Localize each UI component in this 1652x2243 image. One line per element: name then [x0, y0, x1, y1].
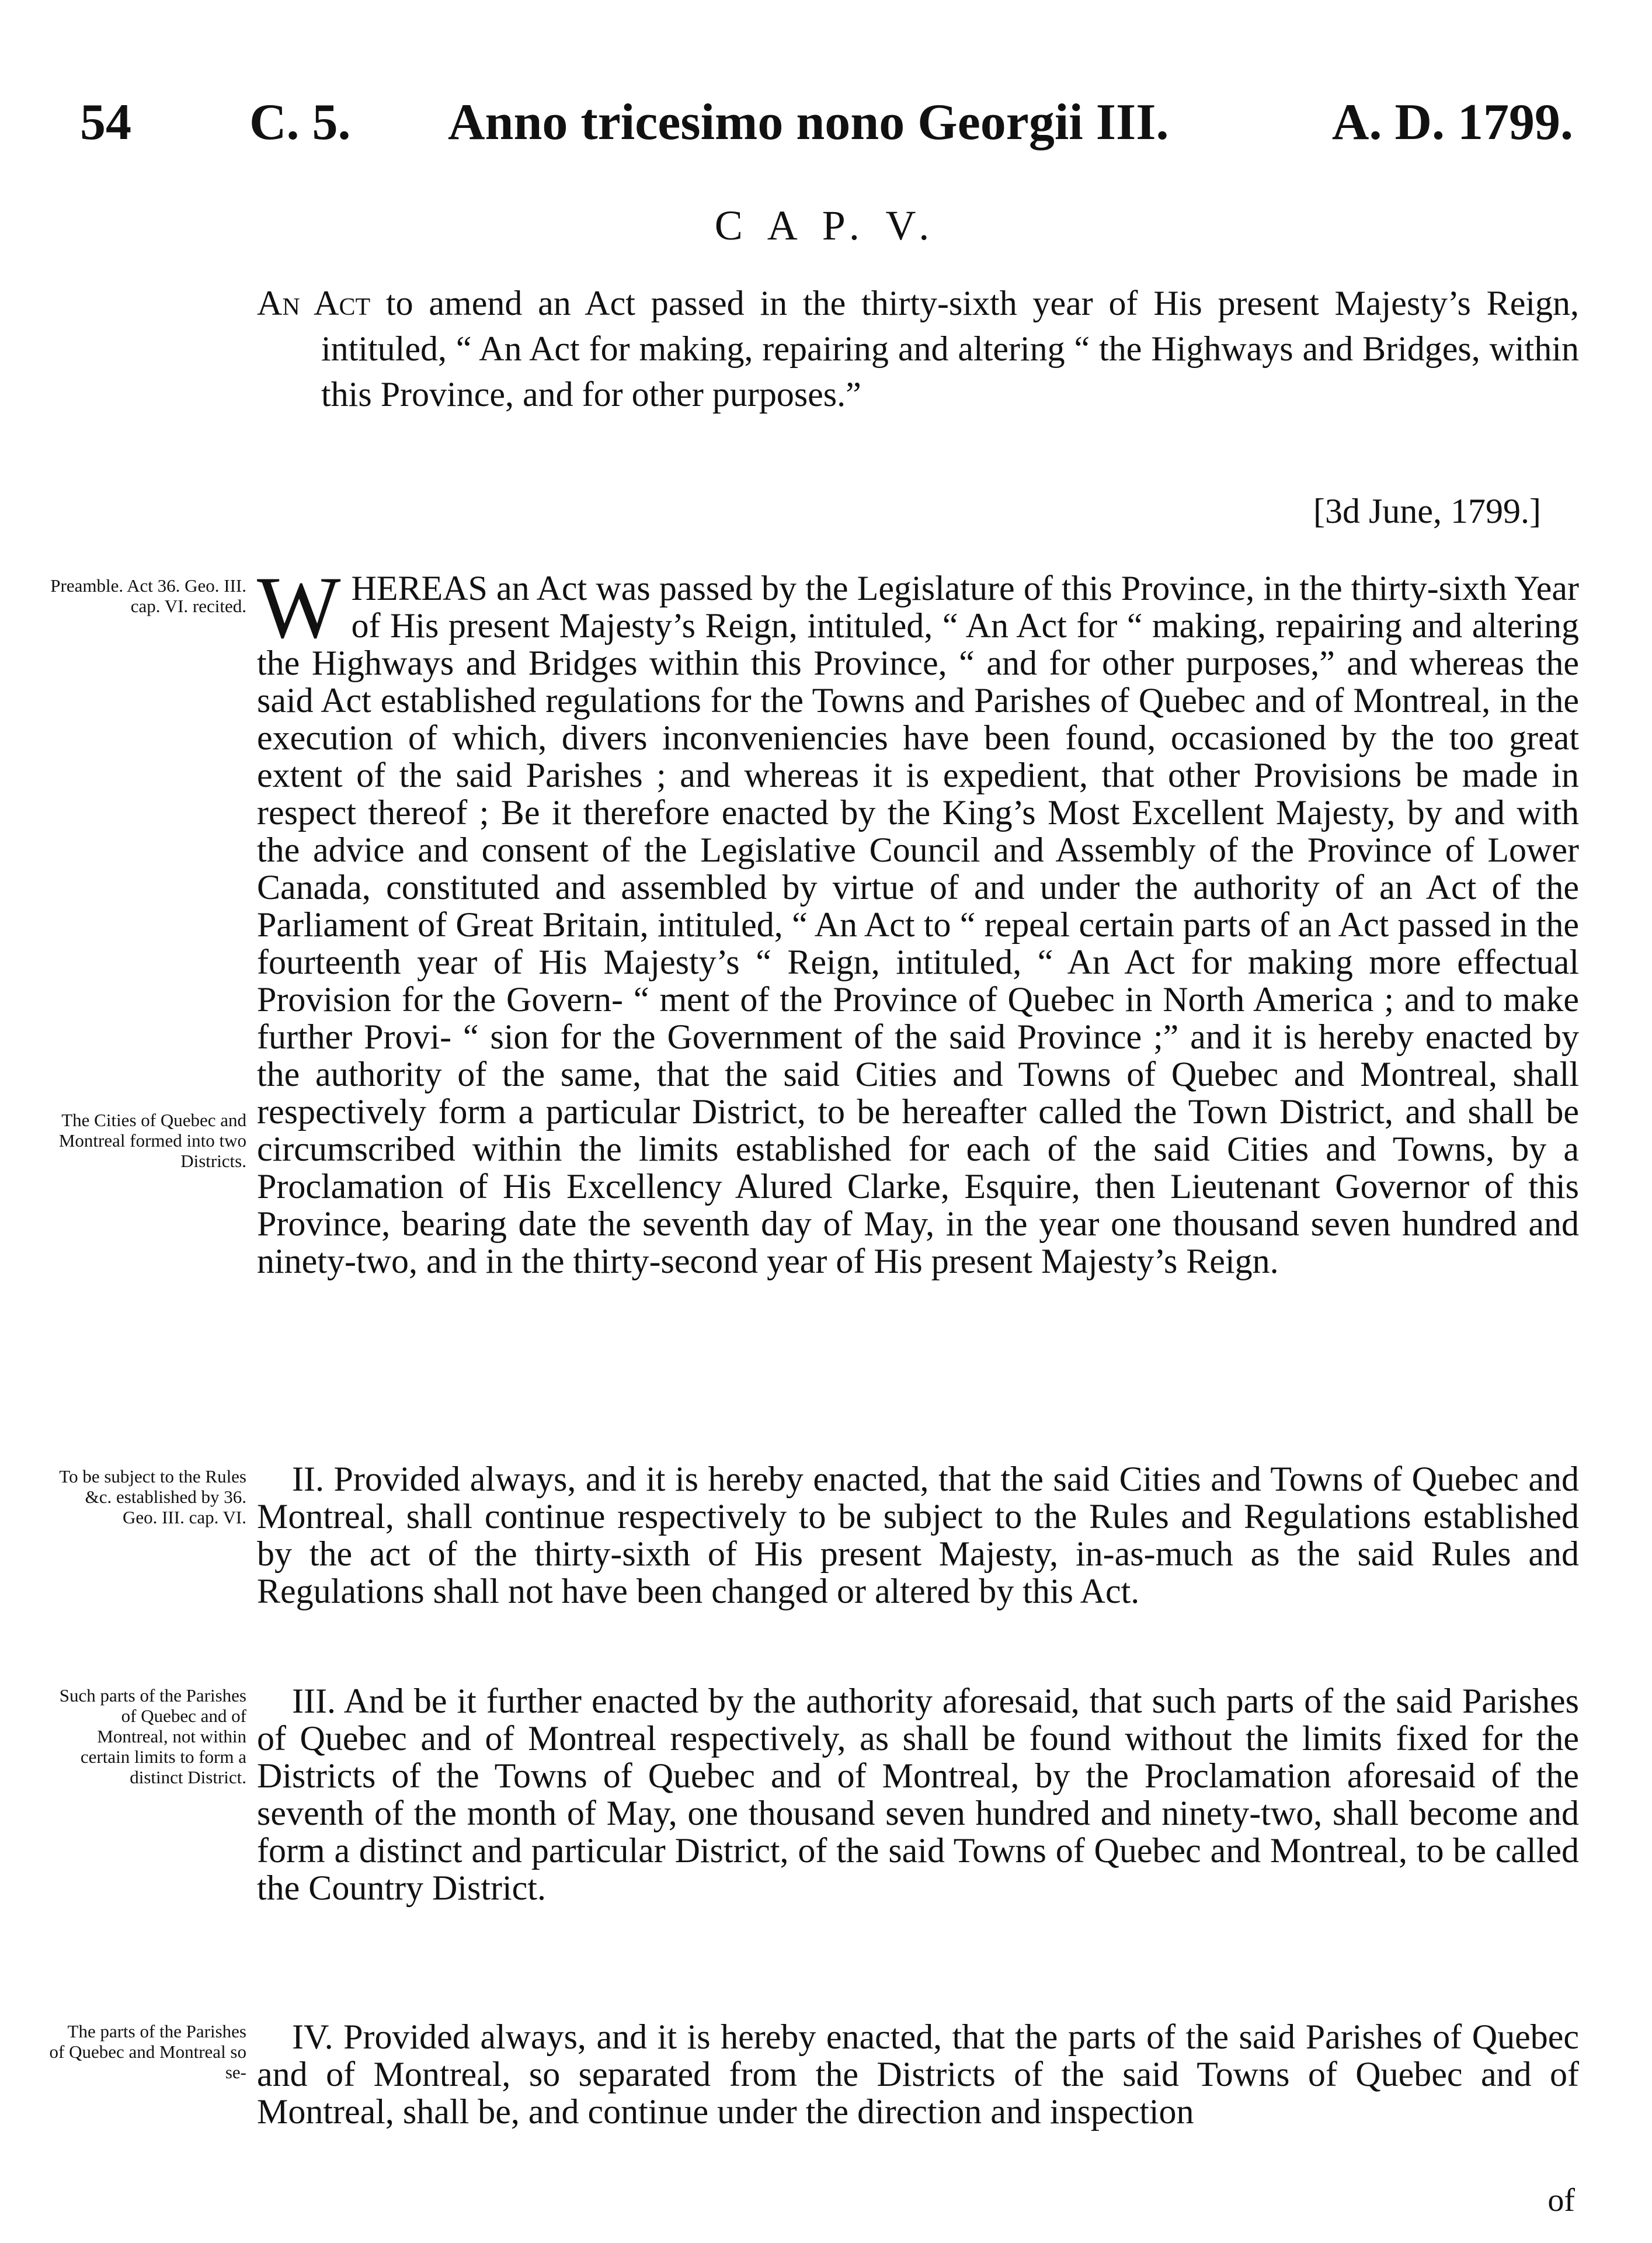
section-4-text: IV. Provided always, and it is hereby enacted, that the parts of the said Parishes of Quebec and of Montreal, so separated from the Districts of the said Towns of Quebec and of Montreal, shall be, and continue under the direction and inspection: [257, 2018, 1579, 2131]
act-title-lead: An Act: [257, 284, 371, 322]
section-3-text: III. And be it further enacted by the authority aforesaid, that such parts of the said Parishes of Quebec and of Montreal respectively, as shall be found without the limits fixed for the Districts of the Towns of Quebec and of Montreal, by the Proclamation aforesaid of the seventh of the month of May, one thousand seven hundred and ninety-two, shall become and form a distinct and particular District, of the said Towns of Quebec and Montreal, to be called the Country District.: [257, 1682, 1579, 1907]
catchword: of: [1547, 2182, 1575, 2218]
preamble-paragraph: [257, 558, 1579, 1280]
year-of-our-lord: A. D. 1799.: [1331, 94, 1573, 151]
act-long-title: [257, 280, 1579, 417]
margin-note-districts: The Cities of Quebec and Montreal formed into two Districts.: [58, 1110, 246, 1171]
margin-note-rules: To be subject to the Rules &c. established by 36. Geo. III. cap. VI.: [59, 1466, 246, 1527]
section-3-paragraph: [257, 1682, 1579, 1907]
chapter-reference: C. 5.: [249, 94, 351, 151]
act-title-text: to amend an Act passed in the thirty-sixth year of His present Majesty’s Reign, intituled, “ An Act for making, repairing and altering “ the Highways and Bridges, within this Province, and for other purposes.”: [321, 284, 1579, 414]
regnal-year-title: Anno tricesimo nono Georgii III.: [448, 94, 1169, 151]
running-head: [80, 91, 1573, 155]
assent-date: [3d June, 1799.]: [1313, 492, 1541, 530]
margin-note-preamble: Preamble. Act 36. Geo. III. cap. VI. recited.: [50, 575, 246, 616]
margin-note-country-district: Such parts of the Parishes of Quebec and of Montreal, not within certain limits to form a distinct District.: [59, 1685, 246, 1787]
section-2-text: II. Provided always, and it is hereby enacted, that the said Cities and Towns of Quebec and Montreal, shall continue respectively to be subject to the Rules and Regulations established by the act of the thirty-sixth of His present Majesty, in-as-much as the said Rules and Regulations shall not have been changed or altered by this Act.: [257, 1460, 1579, 1610]
chapter-heading: C A P. V.: [714, 202, 938, 249]
drop-cap-initial: W: [257, 558, 341, 657]
preamble-text: HEREAS an Act was passed by the Legislature of this Province, in the thirty-sixth Year of His present Majesty’s Reign, intituled, “ An Act for “ making, repairing and altering the Highways and Bridges within this Province, “ and for other purposes,” and whereas the said Act established regulations for the Towns and Parishes of Quebec and of Montreal, in the execution of which, divers inconveniencies have been found, occasioned by the too great extent of the said Parishes ; and whereas it is expedient, that other Provisions be made in respect thereof ; Be it therefore enacted by the King’s Most Excellent Majesty, by and with the advice and consent of the Legislative Council and Assembly of the Province of Lower Canada, constituted and assembled by virtue of and under the authority of an Act of the Parliament of Great Britain, intituled, “ An Act to “ repeal certain parts of an Act passed in the fourteenth year of His Majesty’s “ Reign, intituled, “ An Act for making more effectual Provision for the Govern- “ ment of the Province of Quebec in North America ; and to make further Provi- “ sion for the Government of the said Province ;” and it is hereby enacted by the authority of the same, that the said Cities and Towns of Quebec and Montreal, shall respectively form a particular District, to be hereafter called the Town District, and shall be circumscribed within the limits established for each of the said Cities and Towns, by a Proclamation of His Excellency Alured Clarke, Esquire, then Lieutenant Governor of this Province, bearing date the seventh day of May, in the year one thousand seven hundred and ninety-two, and in the thirty-second year of His present Majesty’s Reign.: [257, 569, 1579, 1280]
page-number: 54: [80, 94, 131, 151]
section-4-paragraph: [257, 2018, 1579, 2130]
section-2-paragraph: [257, 1460, 1579, 1610]
margin-note-parishes: The parts of the Parishes of Quebec and Montreal so se-: [49, 2021, 246, 2082]
